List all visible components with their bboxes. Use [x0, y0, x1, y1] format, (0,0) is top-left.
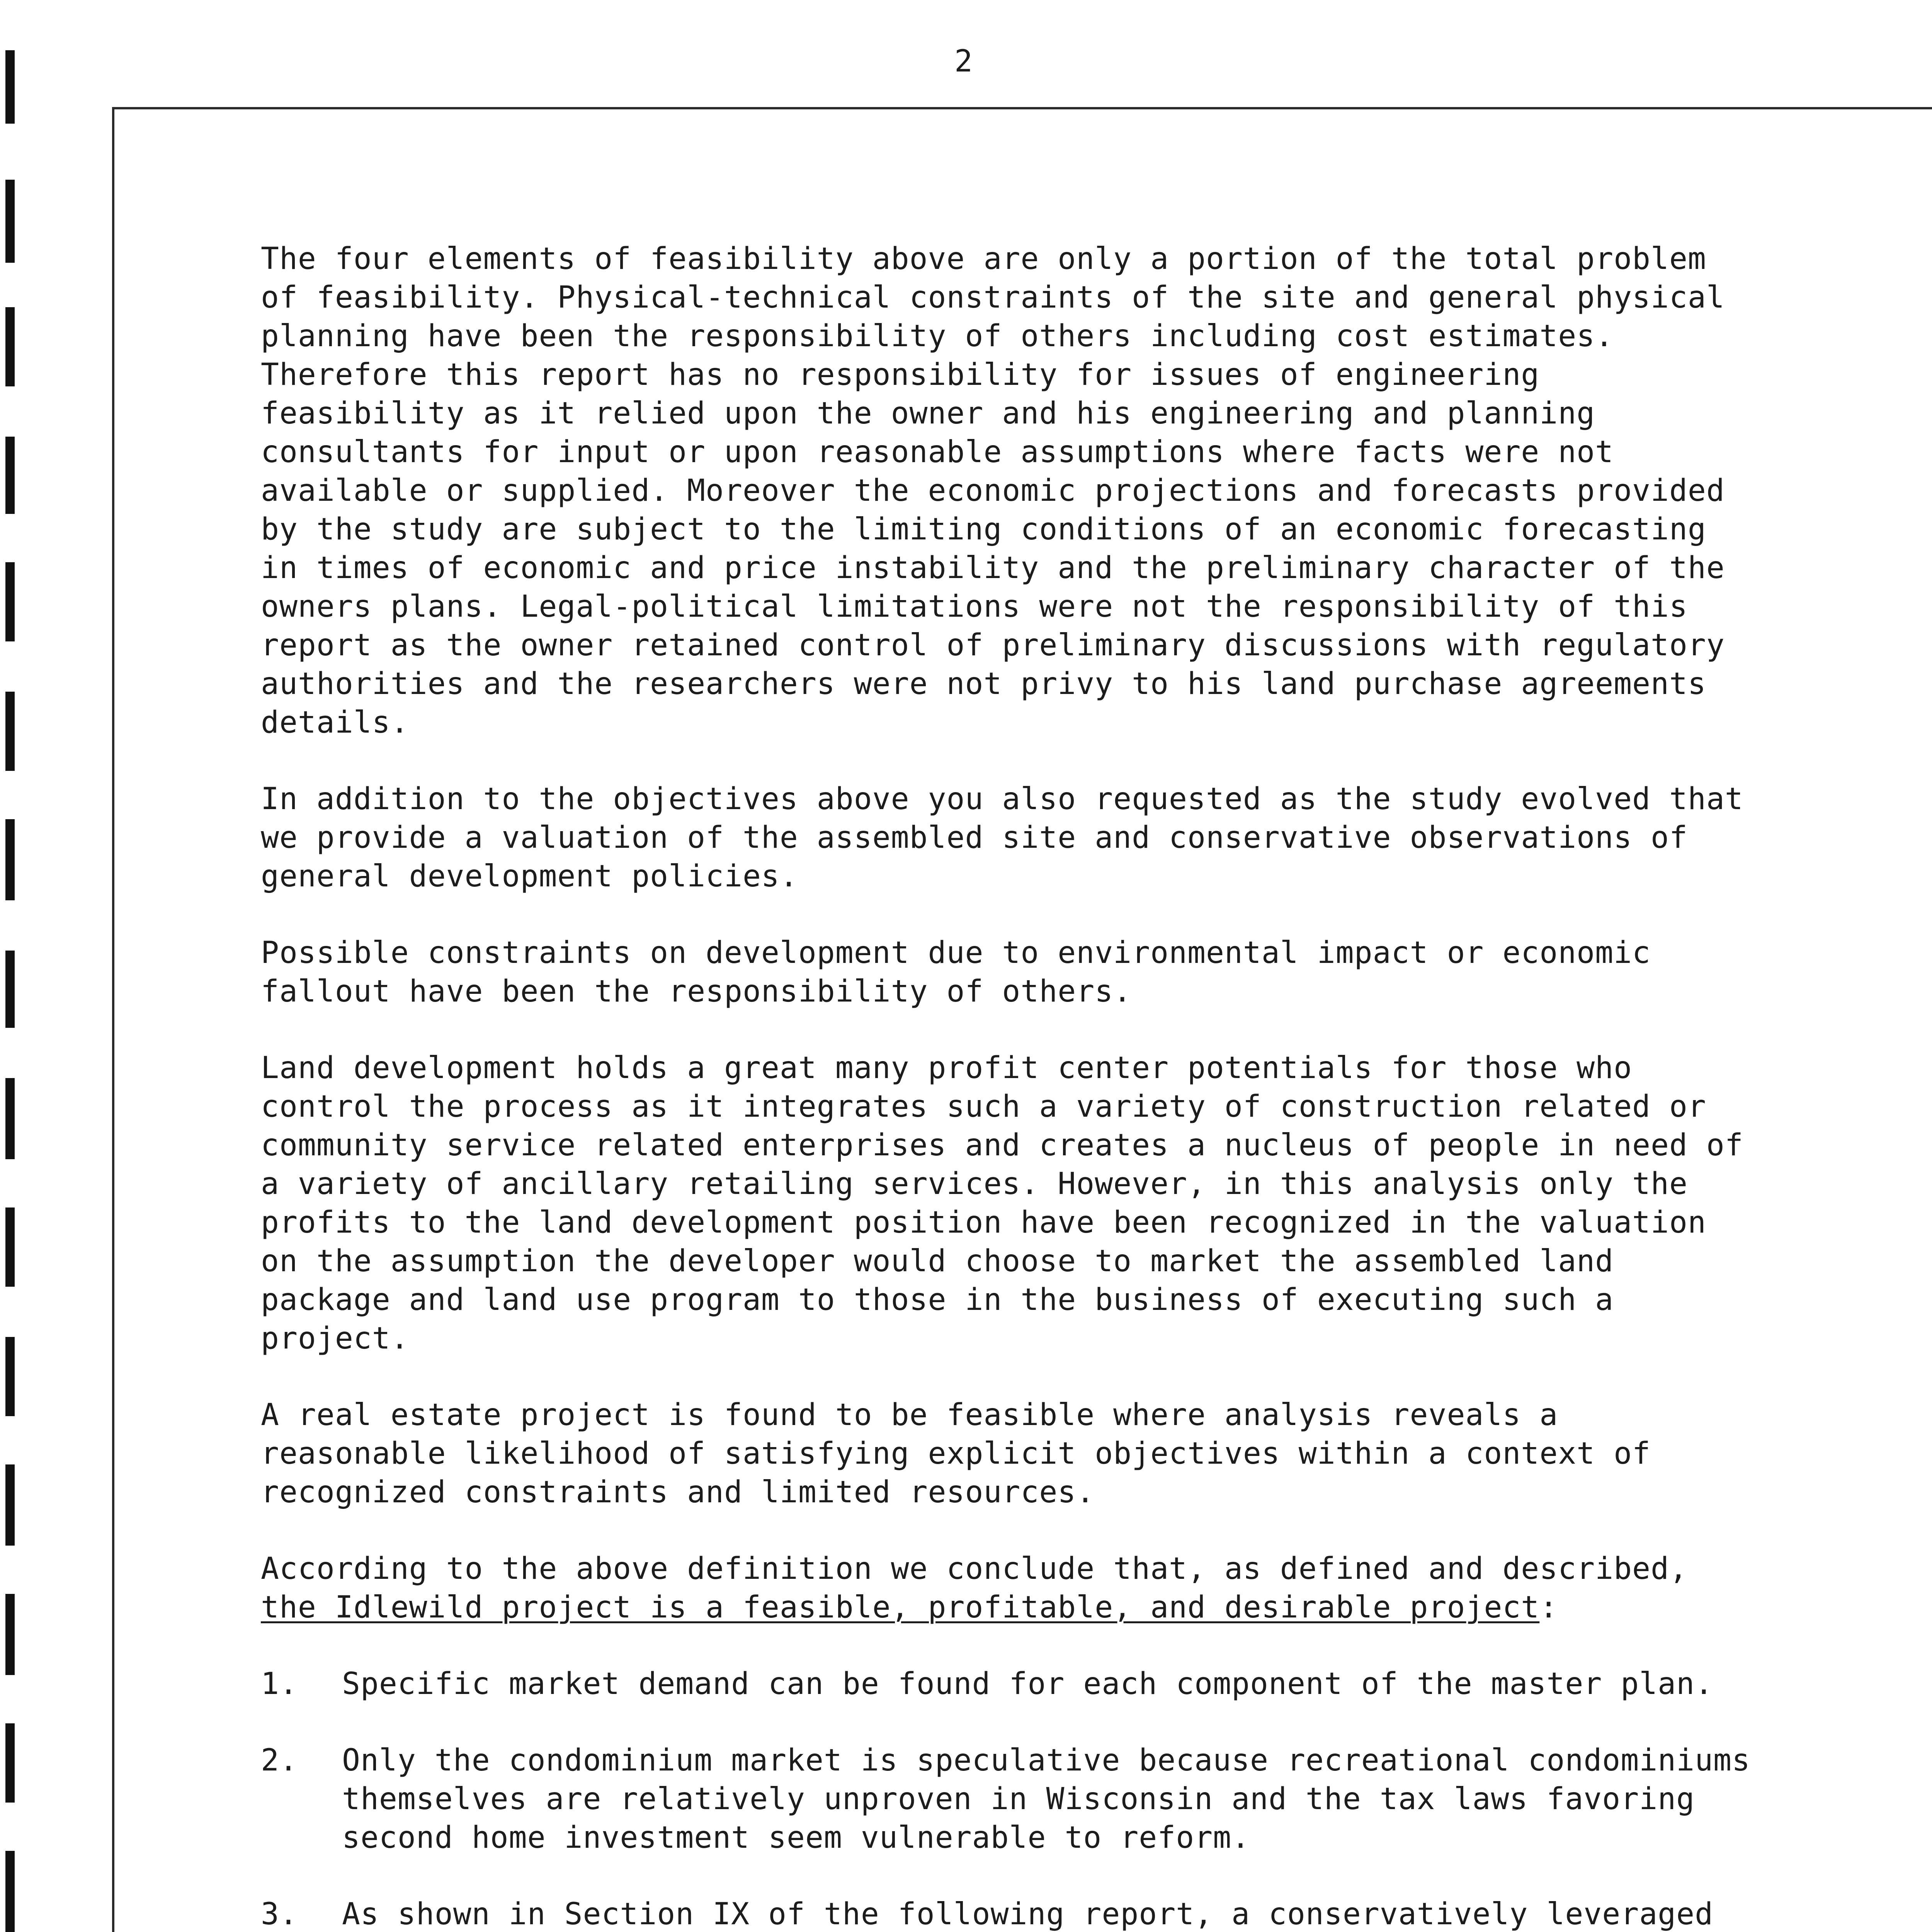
binding-marks — [0, 0, 23, 1932]
list-item — [261, 1665, 1752, 1703]
paragraph-feasibility-scope: The four elements of feasibility above are only a portion of the total problem of feasibility. Physical-technical constraints of the site and general physical planning have been the responsibility of others including cost estimates. Therefore this report has no responsibility for issues of engineering feasibility as it relied upon the owner and his engineering and planning consultants for input or upon reasonable assumptions where facts were not available or supplied. Moreover the economic projections and forecasts provided by the study are subject to the limiting conditions of an economic forecasting in times of economic and price instability and the preliminary character of the owners plans. Legal-political limitations were not the responsibility of this report as the owner retained control of preliminary discussions with regulatory authorities and the researchers were not privy to his land purchase agreements details. — [261, 242, 1725, 740]
list-item — [261, 1895, 1752, 1932]
list-text: Only the condominium market is speculative because recreational condominiums themselves are relatively unproven in Wisconsin and the tax laws favoring second home investment seem vulnerable to reform. — [342, 1743, 1750, 1855]
list-item — [261, 1741, 1752, 1857]
document-body — [261, 240, 1752, 1932]
paragraph-land-development: Land development holds a great many profit center potentials for those who control the process as it integrates such a variety of construction related or community service related enterprises and creates a nucleus of people in need of a variety of ancillary retailing services. However, in this analysis only the profits to the land development position have been recognized in the valuation on the assumption the developer would choose to market the assembled land package and land use program to those in the business of executing such a project. — [261, 1051, 1743, 1356]
conclusion-lead: According to the above definition we conclude that, as defined and described, — [261, 1551, 1688, 1586]
conclusion-tail: : — [1539, 1590, 1558, 1625]
conclusion-underlined: the Idlewild project is a feasible, profitable, and desirable project — [261, 1590, 1540, 1625]
paragraph-additional-objectives: In addition to the objectives above you also requested as the study evolved that we provide a valuation of the assembled site and conservative observations of general development policies. — [261, 782, 1743, 894]
paragraph-conclusion — [261, 1549, 1752, 1627]
list-number: 2. — [261, 1743, 298, 1778]
paragraph-constraints: Possible constraints on development due to environmental impact or economic fallout have been the responsibility of others. — [261, 935, 1651, 1009]
paragraph-definition: A real estate project is found to be feasible where analysis reveals a reasonable likelihood of satisfying explicit objectives within a context of recognized constraints and limited resources. — [261, 1398, 1651, 1510]
page-number: 2 — [954, 44, 973, 79]
list-text: As shown in Section IX of the following report, a conservatively leveraged — [342, 1897, 1714, 1932]
list-text: Specific market demand can be found for each component of the master plan. — [342, 1667, 1714, 1701]
list-number: 1. — [261, 1667, 298, 1701]
list-number: 3. — [261, 1897, 298, 1932]
